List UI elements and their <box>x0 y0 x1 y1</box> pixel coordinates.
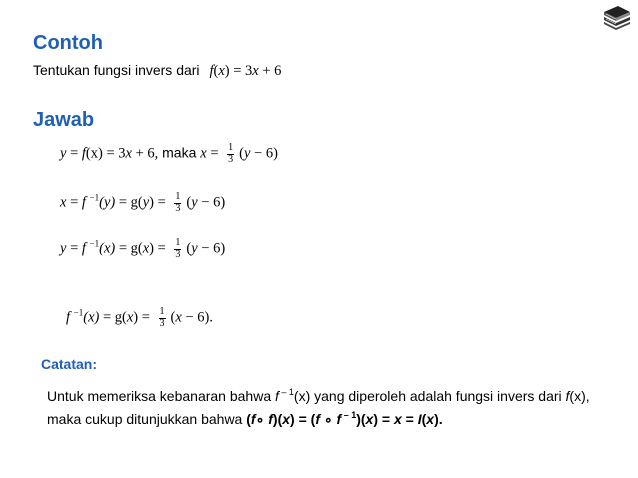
equation-line-2: x = f $^{-1}$(y) = g(y) = $\frac{1}{3}$ (y − 6) <box>60 191 226 214</box>
books-logo-icon <box>602 4 632 30</box>
equation-line-1: y = f(x) = 3x + 6, maka x = $\frac{1}{3}$ (y − 6) <box>60 142 278 165</box>
fraction-one-third: $\frac{1}{3}$ <box>159 306 165 329</box>
equation-line-3: y = f $^{-1}$(x) = g(x) = $\frac{1}{3}$ (y − 6) <box>60 237 226 260</box>
fraction-one-third: $\frac{1}{3}$ <box>228 142 234 165</box>
example-heading: Contoh <box>33 32 103 54</box>
inverse-identity: (f∘ f)(x) = (f ∘ f $^{- 1}$)(x) = x = I(x). <box>246 410 443 427</box>
note-text: Untuk memeriksa kebanaran bahwa f $^{- 1}$(x) yang diperoleh adalah fungsi invers dari f(x), maka cukup ditunjukkan bahwa (f∘ f)(x) = (f ∘ f $^{- 1}$)(x) = x = I(x). <box>47 387 590 427</box>
fraction-one-third: $\frac{1}{3}$ <box>175 237 181 260</box>
fraction-one-third: $\frac{1}{3}$ <box>175 191 181 214</box>
answer-heading: Jawab <box>33 109 95 131</box>
note-heading: Catatan: <box>41 356 98 372</box>
problem-statement: Tentukan fungsi invers dari f(x) = 3x + 6 <box>33 62 282 79</box>
equation-line-4: f $^{-1}$(x) = g(x) = $\frac{1}{3}$ (x − 6). <box>66 306 213 329</box>
